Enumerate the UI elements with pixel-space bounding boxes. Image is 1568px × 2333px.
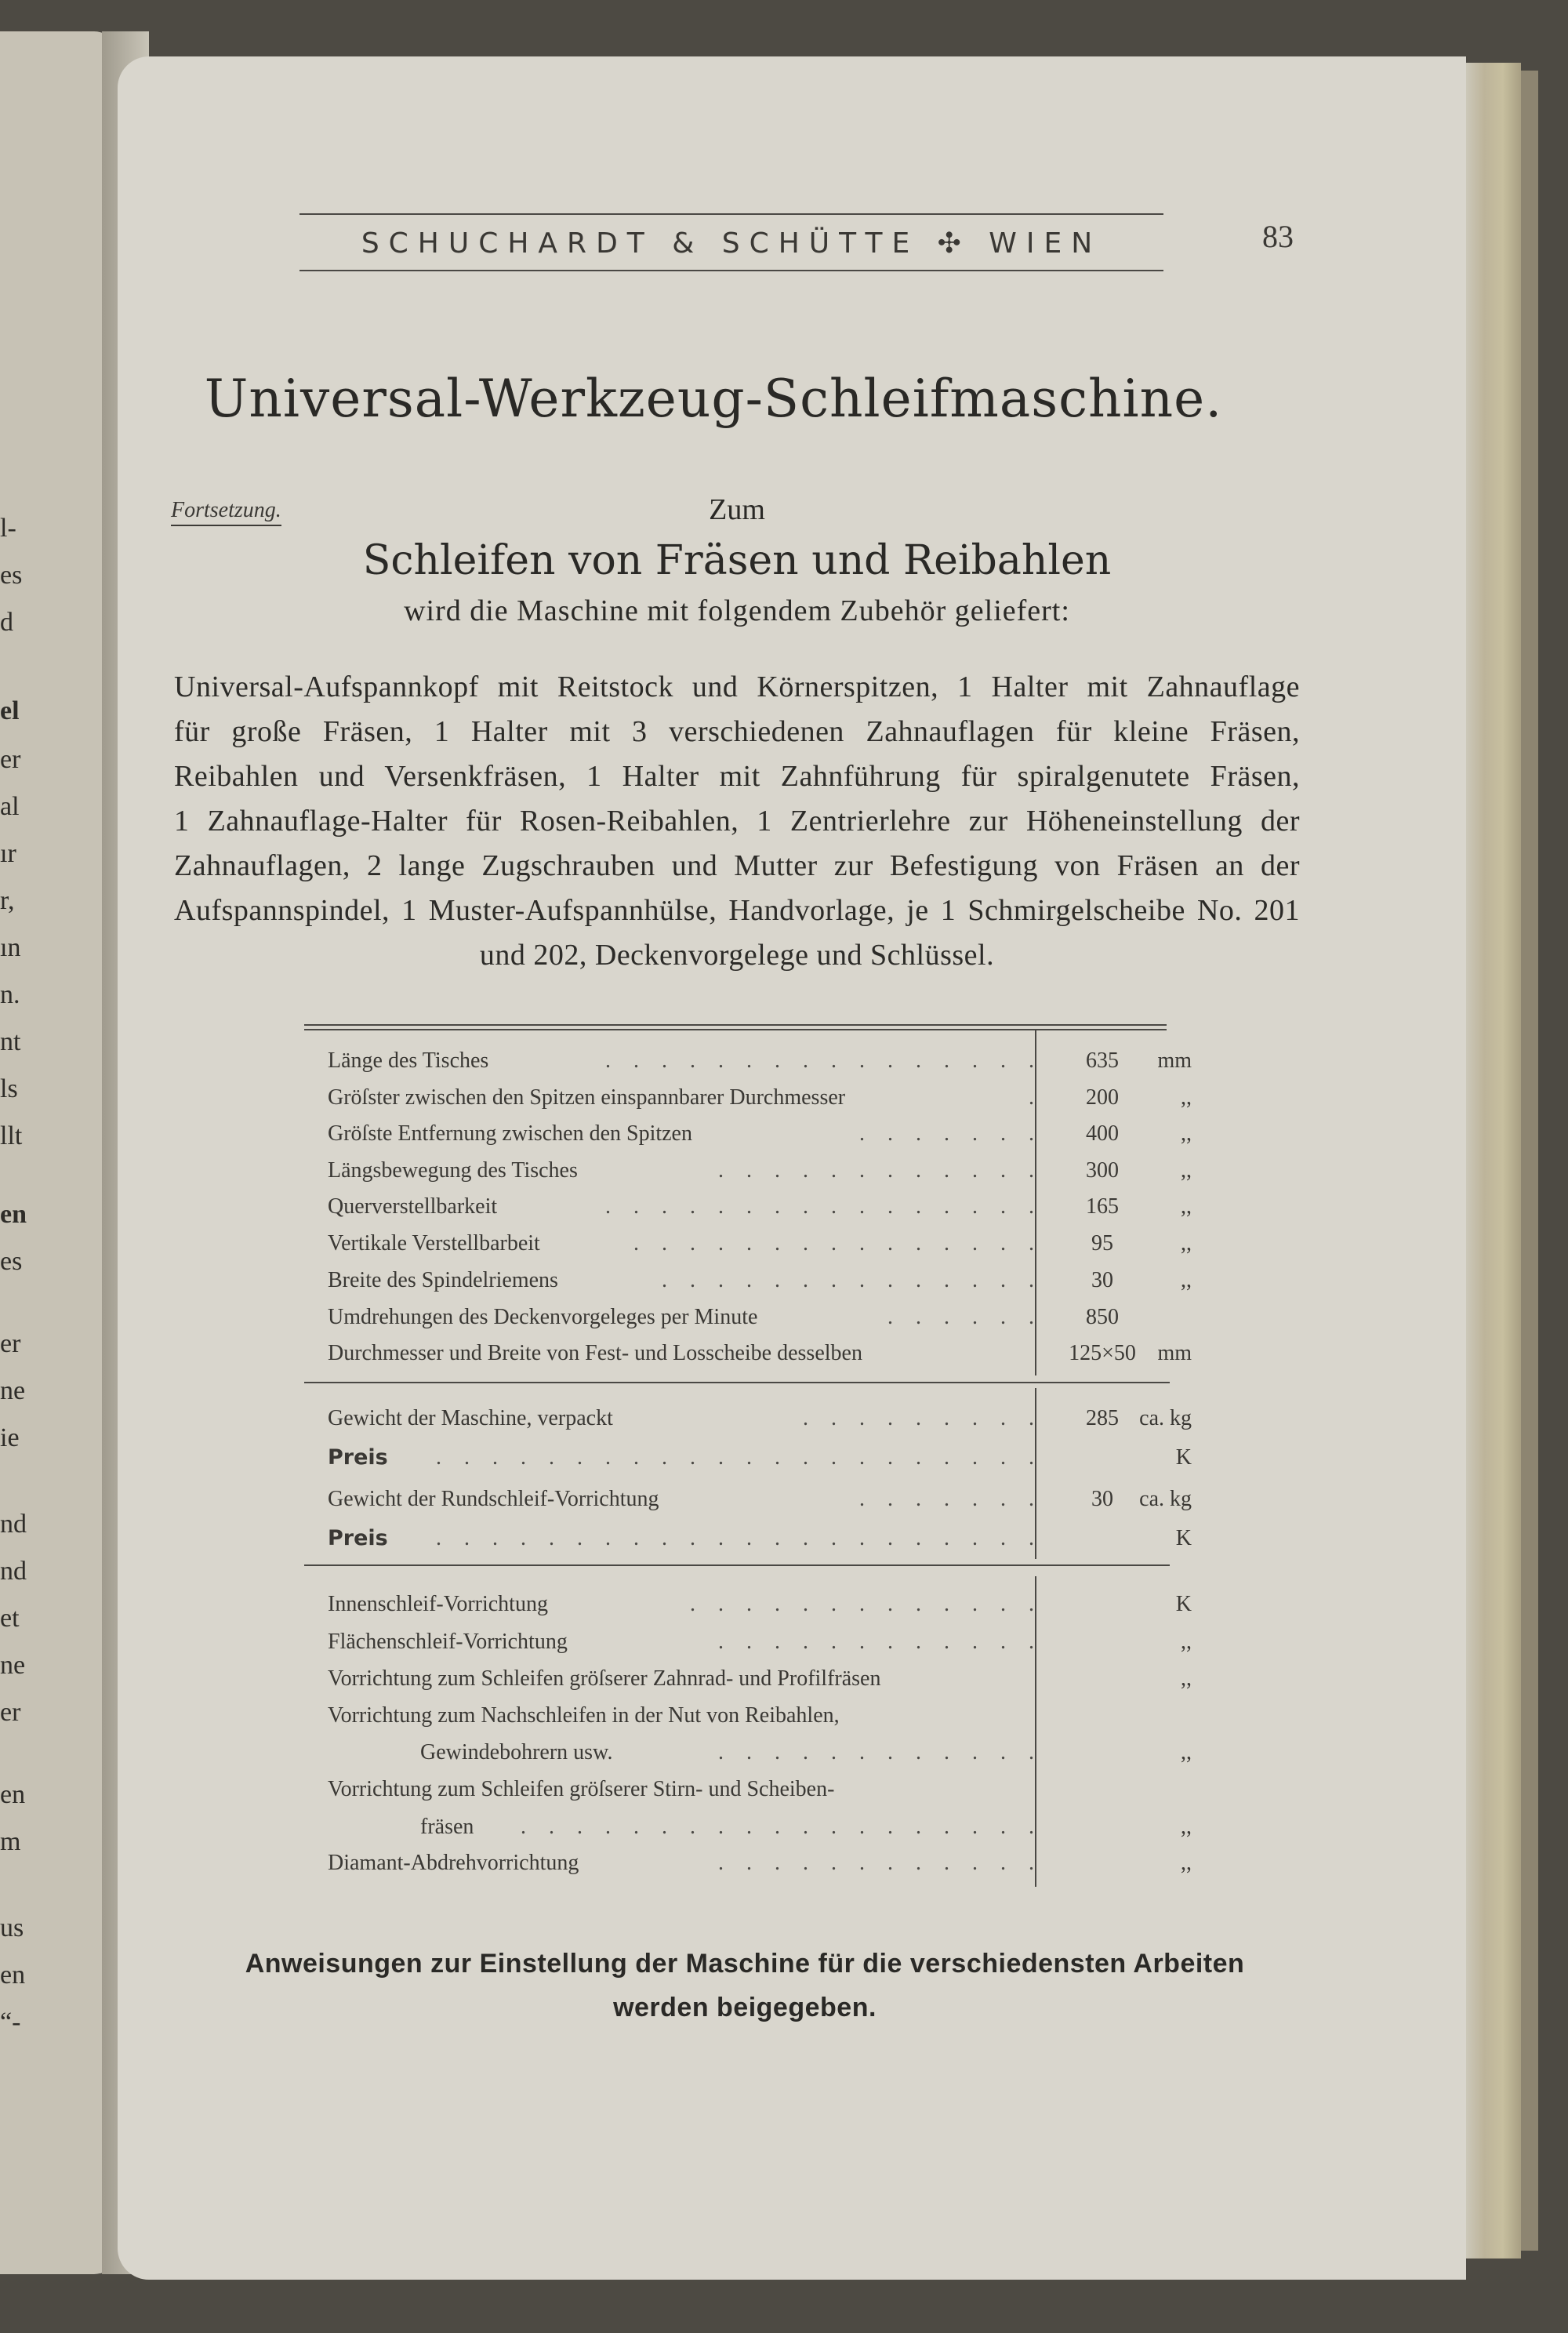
left-page-fragment: ır <box>0 839 16 868</box>
row-label: Gewicht der Rundschleif-Vorrichtung <box>328 1487 659 1511</box>
leader-dots: . . . . . . . . . . . . . <box>690 1592 1043 1616</box>
row-label: Gewicht der Maschine, verpackt <box>328 1406 613 1430</box>
header-rule-top <box>299 213 1163 215</box>
row-label: Gröſste Entfernung zwischen den Spitzen <box>328 1121 692 1146</box>
body-line: Universal-Aufspannkopf mit Reitstock und Körnerspitzen, 1 Halter mit Zahnauflage <box>174 670 1300 703</box>
row-label: Umdrehungen des Deckenvorgeleges per Minute <box>328 1305 758 1329</box>
spec-row <box>328 1085 1192 1117</box>
spec-row <box>328 1268 1192 1299</box>
accessory-row <box>328 1592 1192 1623</box>
row-unit: ,, <box>1181 1121 1192 1146</box>
body-line: Aufspannspindel, 1 Muster-Aufspannhülse, Handvorlage, je 1 Schmirgelscheibe No. 201 <box>174 894 1300 927</box>
left-page-fragment: r, <box>0 886 15 915</box>
row-label: Vorrichtung zum Schleifen gröſserer Stirn- und Scheiben- <box>328 1777 835 1801</box>
section-title: Schleifen von Fräsen und Reibahlen <box>362 537 1112 584</box>
table-rule-lower <box>304 1564 1170 1566</box>
price-row <box>328 1526 1192 1557</box>
leader-dots: . . . . . . . . . . . . . . <box>662 1268 1043 1292</box>
weight-row <box>328 1487 1192 1518</box>
row-value: 95 <box>1091 1231 1113 1256</box>
row-unit: ca. kg <box>1139 1487 1192 1511</box>
left-page-fragment: m <box>0 1827 21 1856</box>
left-page-fragment: en <box>0 1780 26 1809</box>
body-line: für große Fräsen, 1 Halter mit 3 verschiedenen Zahnauflagen für kleine Fräsen, <box>174 715 1300 748</box>
body-line: Reibahlen und Versenkfräsen, 1 Halter mit Zahnführung für spiralgenutete Fräsen, <box>174 760 1300 793</box>
spec-row <box>328 1048 1192 1080</box>
spec-row <box>328 1231 1192 1263</box>
table-rule-top <box>304 1024 1167 1026</box>
left-page-fragment: ne <box>0 1651 26 1680</box>
weight-row <box>328 1406 1192 1437</box>
row-label: Länge des Tisches <box>328 1048 489 1073</box>
left-page-fragment: er <box>0 1698 21 1727</box>
spec-row <box>328 1121 1192 1153</box>
row-unit: ,, <box>1181 1085 1192 1110</box>
book-cover-edge <box>1521 71 1538 2251</box>
body-line: 1 Zahnauflage-Halter für Rosen-Reibahlen, 1 Zentrierlehre zur Höheneinstellung der <box>174 805 1300 838</box>
section-intro: wird die Maschine mit folgendem Zubehör geliefert: <box>404 594 1070 627</box>
accessory-row <box>328 1740 1192 1772</box>
row-label: Gröſster zwischen den Spitzen einspannbarer Durchmesser <box>328 1085 846 1110</box>
leader-dots: . . . . . . . . . . . . . . . . . . . . . . <box>436 1445 1043 1470</box>
spec-row <box>328 1305 1174 1336</box>
row-unit: ,, <box>1181 1666 1192 1691</box>
leader-dots: . . . . . . . . . <box>803 1406 1043 1430</box>
left-page-fragment: er <box>0 1329 21 1358</box>
row-value: 300 <box>1086 1158 1119 1183</box>
row-value: 635 <box>1086 1048 1119 1073</box>
row-unit: K <box>1175 1592 1192 1616</box>
running-head: SCHUCHARDT & SCHÜTTE ✣ WIEN <box>361 227 1102 260</box>
left-page-fragment: es <box>0 561 23 590</box>
leader-dots: . <box>1029 1085 1043 1110</box>
left-page-fragment: us <box>0 1913 24 1942</box>
accessory-row <box>328 1666 1192 1698</box>
row-unit: ,, <box>1181 1740 1192 1764</box>
row-unit: ,, <box>1181 1815 1192 1839</box>
leader-dots: . . . . . . . . . . . . . . . . <box>605 1194 1043 1219</box>
leader-dots: . . . . . . . . . . . . . . . . <box>605 1048 1043 1073</box>
row-label: Diamant-Abdrehvorrichtung <box>328 1851 579 1875</box>
table-rule-top-2 <box>304 1029 1167 1030</box>
row-unit: mm <box>1157 1341 1192 1365</box>
row-label: Breite des Spindelriemens <box>328 1268 558 1292</box>
row-label: Vorrichtung zum Schleifen gröſserer Zahnrad- und Profilfräsen <box>328 1666 881 1691</box>
left-page-fragment: ls <box>0 1074 18 1103</box>
row-value: 200 <box>1086 1085 1119 1110</box>
page-title: Universal-Werkzeug-Schleifmaschine. <box>204 369 1223 429</box>
row-value: 30 <box>1091 1487 1113 1511</box>
leader-dots: . . . . . . . . . . . . <box>718 1740 1043 1764</box>
left-page-fragment: nd <box>0 1557 27 1586</box>
row-label: Vertikale Verstellbarbeit <box>328 1231 540 1256</box>
spec-row <box>328 1158 1192 1190</box>
continued-note: Fortsetzung. <box>171 498 281 526</box>
row-label: Querverstellbarkeit <box>328 1194 498 1219</box>
leader-dots: . . . . . . <box>887 1305 1043 1329</box>
row-unit: mm <box>1157 1048 1192 1073</box>
body-line: Zahnauflagen, 2 lange Zugschrauben und Mutter zur Befestigung von Fräsen an der <box>174 849 1300 882</box>
left-page-fragment: n. <box>0 980 20 1009</box>
leader-dots: . . . . . . . . . . . . <box>718 1630 1043 1654</box>
row-value: 850 <box>1086 1305 1119 1329</box>
accessory-row <box>328 1851 1192 1882</box>
row-value: 285 <box>1086 1406 1119 1430</box>
left-page-fragment: ie <box>0 1423 20 1452</box>
table-rule-mid <box>304 1382 1170 1383</box>
header-rule-bottom <box>299 270 1163 271</box>
left-page-fragment: et <box>0 1604 20 1633</box>
row-label: Innenschleif-Vorrichtung <box>328 1592 548 1616</box>
left-page-fragment: al <box>0 792 20 821</box>
row-unit: ,, <box>1181 1851 1192 1875</box>
price-row <box>328 1445 1192 1477</box>
leader-dots: . . . . . . . <box>859 1121 1043 1146</box>
row-unit: K <box>1175 1526 1192 1550</box>
row-unit: ,, <box>1181 1158 1192 1183</box>
accessory-row <box>328 1777 1174 1808</box>
row-value: 400 <box>1086 1121 1119 1146</box>
row-label: Preis <box>328 1526 388 1550</box>
spec-row <box>328 1341 1192 1372</box>
leader-dots: . . . . . . . . . . . . . . . . . . . . . . <box>436 1526 1043 1550</box>
row-value: 125×50 <box>1069 1341 1136 1365</box>
row-label: Längsbewegung des Tisches <box>328 1158 578 1183</box>
left-page-fragment: er <box>0 745 21 774</box>
accessory-row <box>328 1630 1192 1661</box>
left-page-fragment: en <box>0 1961 26 1990</box>
row-label: fräsen <box>420 1815 474 1839</box>
left-page-fragment: llt <box>0 1121 23 1150</box>
accessory-row <box>328 1703 1174 1735</box>
row-label: Durchmesser und Breite von Fest- und Losscheibe desselben <box>328 1341 862 1365</box>
row-unit: ,, <box>1181 1630 1192 1654</box>
row-label: Preis <box>328 1445 388 1470</box>
row-value: 165 <box>1086 1194 1119 1219</box>
accessory-description <box>174 665 1300 978</box>
page-number: 83 <box>1262 219 1294 254</box>
left-page-fragment: el <box>0 696 20 725</box>
footer-note-line: werden beigegeben. <box>613 1993 877 2022</box>
left-page-fragment: “- <box>0 2008 21 2037</box>
row-unit: K <box>1175 1445 1192 1470</box>
row-label: Vorrichtung zum Nachschleifen in der Nut von Reibahlen, <box>328 1703 840 1728</box>
leader-dots: . . . . . . . <box>859 1487 1043 1511</box>
accessory-row <box>328 1815 1192 1846</box>
body-line: und 202, Deckenvorgelege und Schlüssel. <box>479 939 995 972</box>
left-page-fragment: ın <box>0 933 21 962</box>
section-intro-word: Zum <box>709 493 765 526</box>
row-unit: ca. kg <box>1139 1406 1192 1430</box>
row-value: 30 <box>1091 1268 1113 1292</box>
left-page-fragment: en <box>0 1200 27 1229</box>
left-facing-page <box>0 31 118 2274</box>
left-page-fragment: nd <box>0 1510 27 1539</box>
leader-dots: . . . . . . . . . . . . . . . . . . . <box>521 1815 1043 1839</box>
spec-row <box>328 1194 1192 1226</box>
page-edge <box>1466 63 1521 2259</box>
leader-dots: . . . . . . . . . . . . <box>718 1158 1043 1183</box>
row-unit: ,, <box>1181 1194 1192 1219</box>
left-page-fragment: ne <box>0 1376 26 1405</box>
left-page-fragment: es <box>0 1247 23 1276</box>
row-label: Flächenschleif-Vorrichtung <box>328 1630 568 1654</box>
row-unit: ,, <box>1181 1231 1192 1256</box>
left-page-fragment: nt <box>0 1027 21 1056</box>
row-unit: ,, <box>1181 1268 1192 1292</box>
leader-dots: . . . . . . . . . . . . <box>718 1851 1043 1875</box>
left-page-fragment: d <box>0 608 13 637</box>
left-page-fragment: l- <box>0 514 16 543</box>
leader-dots: . . . . . . . . . . . . . . . <box>633 1231 1043 1256</box>
footer-note <box>220 1942 1270 2030</box>
row-label: Gewindebohrern usw. <box>420 1740 613 1764</box>
footer-note-line: Anweisungen zur Einstellung der Maschine für die verschiedensten Arbeiten <box>245 1949 1245 1979</box>
